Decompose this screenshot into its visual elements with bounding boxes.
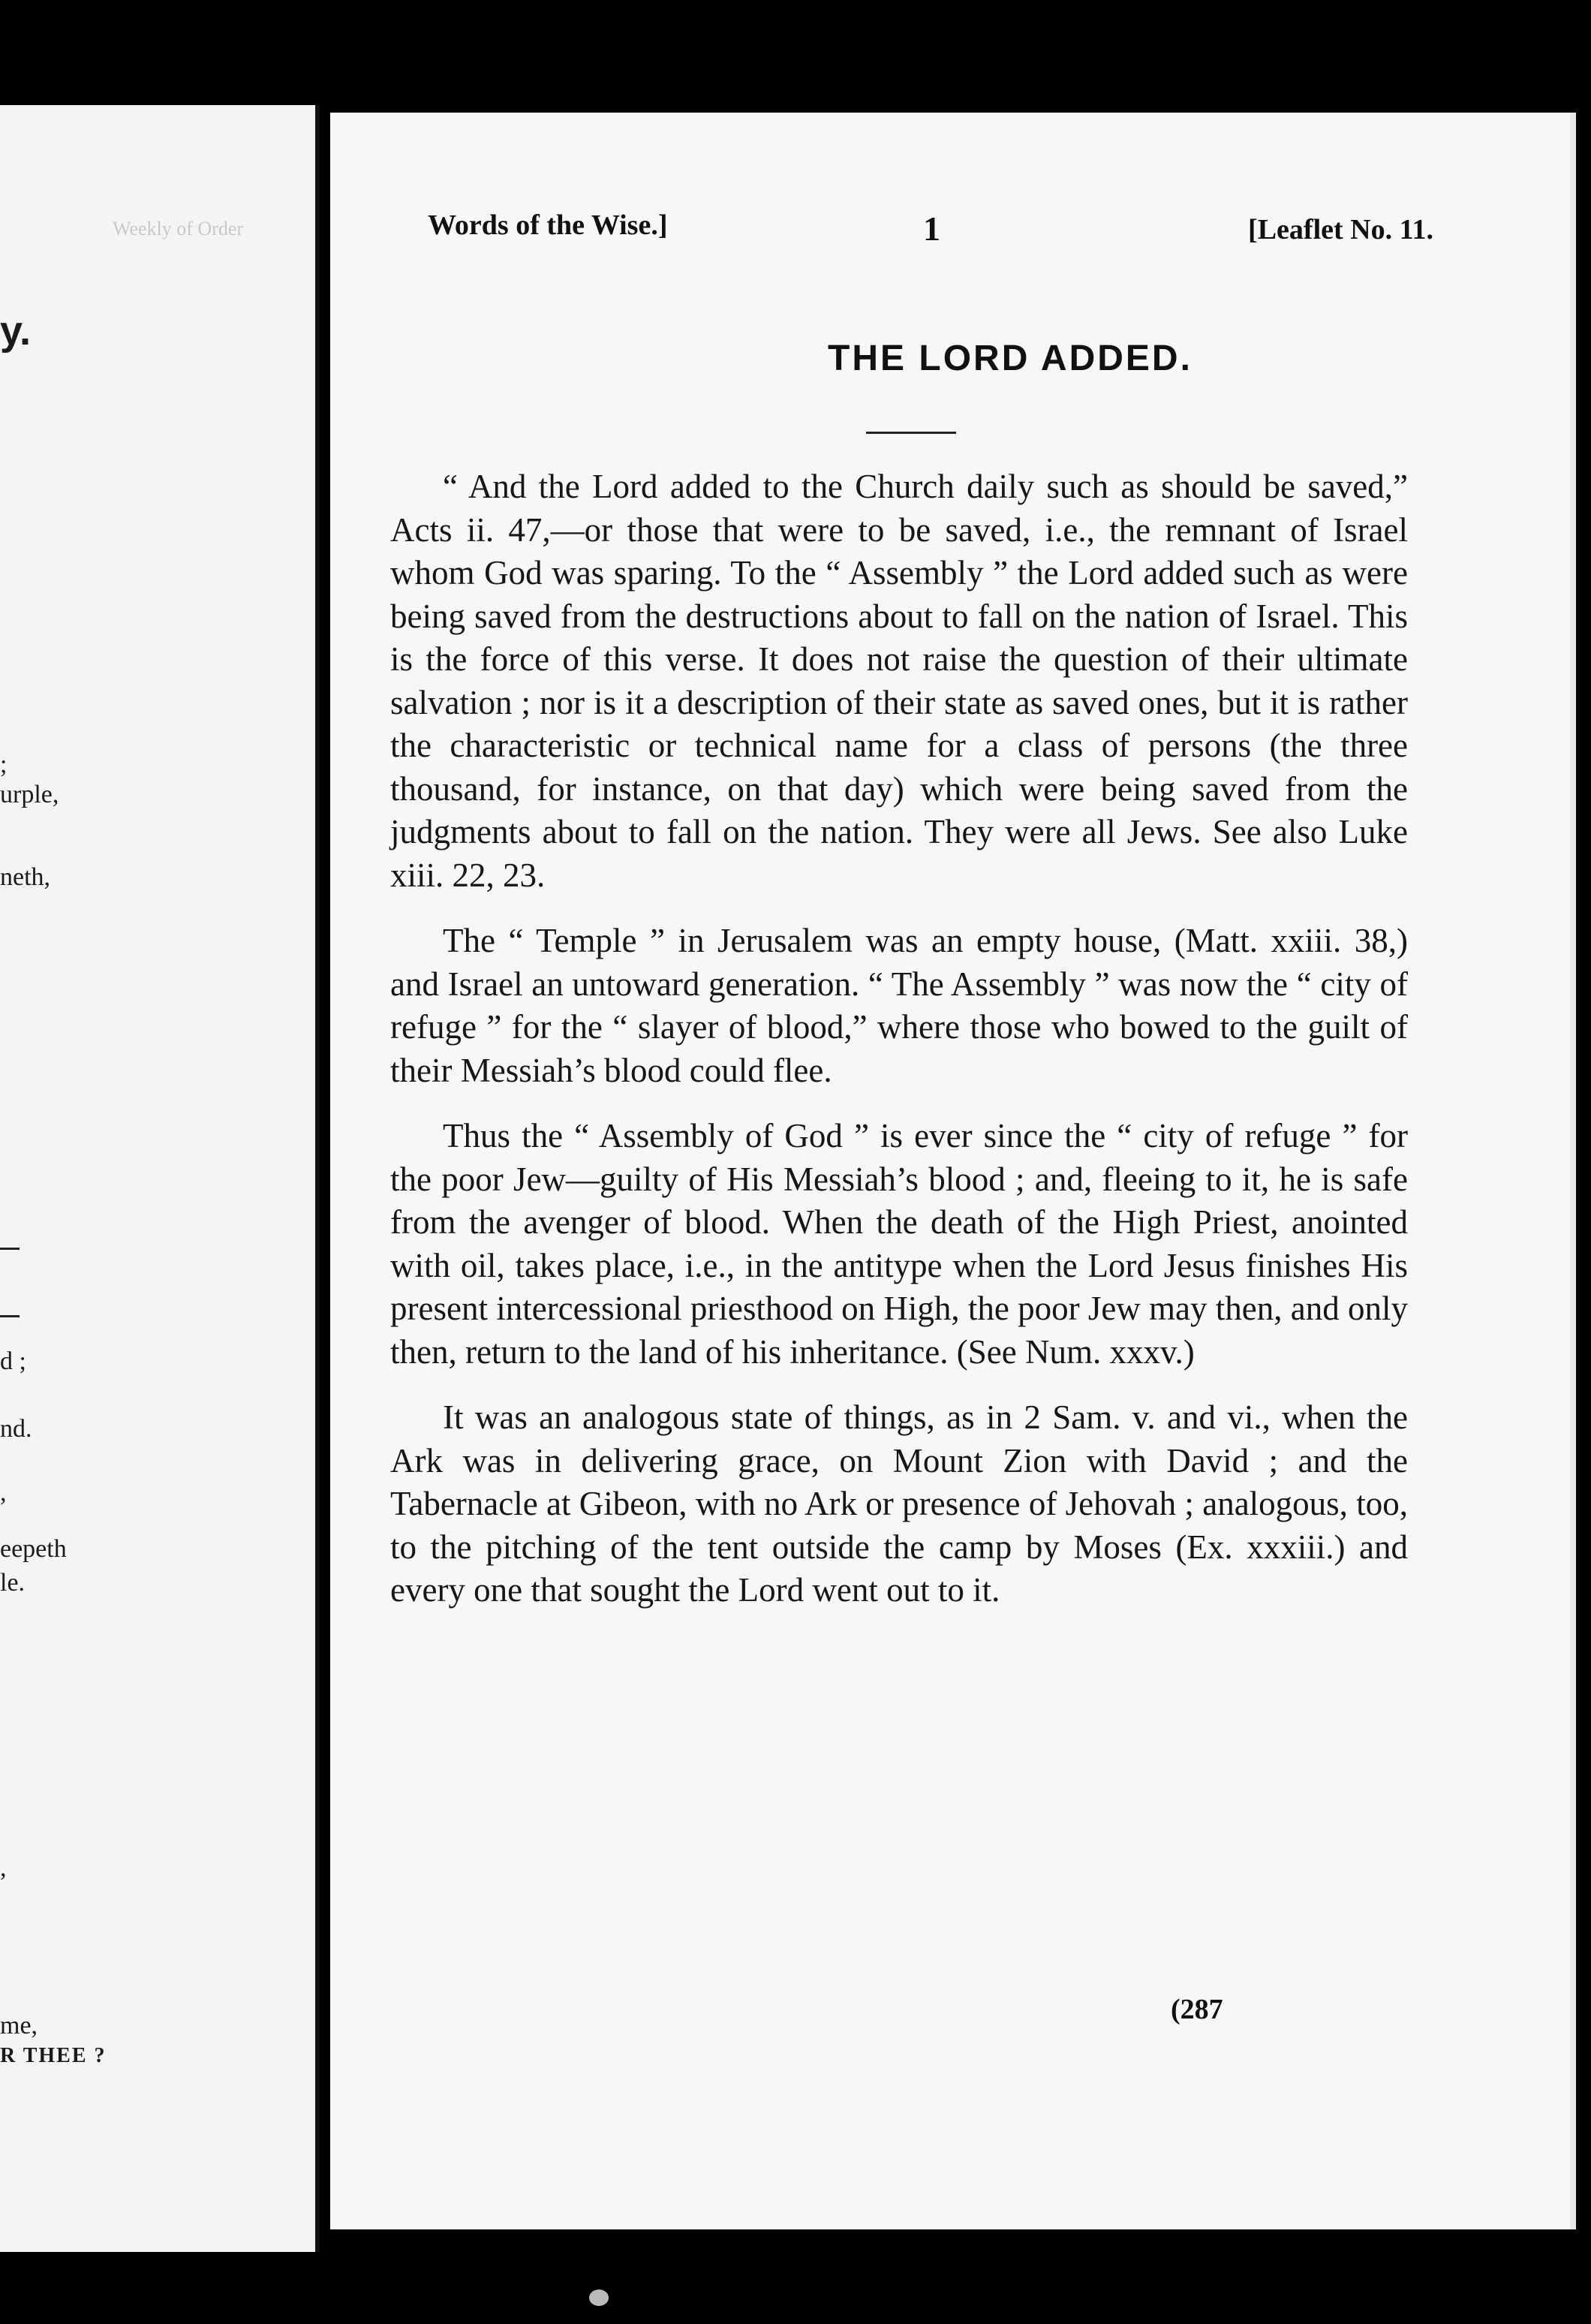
left-page-fragment bbox=[0, 105, 320, 2252]
left-page-fragment-text: , bbox=[0, 1854, 7, 1882]
left-page-fragment-text: R THEE ? bbox=[0, 2044, 107, 2067]
page-title: THE LORD ADDED. bbox=[828, 339, 1192, 378]
left-page-fragment-text: , bbox=[0, 1479, 7, 1507]
paragraph: The “ Temple ” in Jerusalem was an empty house, (Matt. xxiii. 38,) and Israel an untoward generation. “ The Assembly ” was now the “ city of refuge ” for the “ slayer of blood,” where those who bowed to the guilt of their Messiah’s blood could flee. bbox=[390, 922, 1408, 1089]
paragraph: It was an analogous state of things, as in 2 Sam. v. and vi., when the Ark was in delivering grace, on Mount Zion with David ; and the Tabernacle at Gibeon, with no Ark or presence of Jehovah ; analogous, too, to the pitching of the tent outside the camp by Moses (Ex. xxxiii.) and every one that sought the Lord went out to it. bbox=[390, 1398, 1408, 1609]
leaflet-page bbox=[330, 113, 1570, 2229]
header-left: Words of the Wise.] bbox=[428, 209, 668, 241]
page-number: (287 bbox=[1171, 1994, 1223, 2025]
paragraph: “ And the Lord added to the Church daily such as should be saved,” Acts ii. 47,—or those that were to be saved, i.e., the remnant of Israel whom God was sparing. To the “ Assembly ” the Lord added such as were being saved from the destructions about to fall on the nation of Israel. This is the force of this verse. It does not raise the question of their ultimate salvation ; nor is it a description of their state as saved ones, but it is rather the characteristic or technical name for a class of persons (the three thousand, for instance, on that day) which were being saved from the judgments about to fall on the nation. They were all Jews. See also Luke xiii. 22, 23. bbox=[390, 468, 1408, 894]
header-page-number: 1 bbox=[923, 209, 940, 248]
title-rule bbox=[866, 432, 956, 434]
left-page-faint-header: Weekly of Order bbox=[113, 218, 244, 239]
left-page-fragment-text: nd. bbox=[0, 1415, 32, 1443]
header-right: [Leaflet No. 11. bbox=[1248, 214, 1433, 245]
left-page-fragment-text: neth, bbox=[0, 863, 51, 891]
paragraph: Thus the “ Assembly of God ” is ever since the “ city of refuge ” for the poor Jew—guilty of His Messiah’s blood ; and, fleeing to it, he is safe from the avenger of blood. When the death of the High Priest, anointed with oil, takes place, i.e., in the antitype when the Lord Jesus finishes His present intercessional priesthood on High, the poor Jew may then, and only then, return to the land of his inheritance. (See Num. xxxv.) bbox=[390, 1117, 1408, 1371]
left-page-fragment-text: eepeth bbox=[0, 1535, 67, 1563]
left-page-fragment-text: d ; bbox=[0, 1347, 26, 1375]
left-page-fragment-text: ; bbox=[0, 751, 8, 778]
left-page-fragment-text: y. bbox=[0, 309, 32, 354]
body-text bbox=[390, 465, 1408, 1635]
left-page-fragment-text: me, bbox=[0, 2012, 38, 2040]
left-page-fragment-text: le. bbox=[0, 1569, 26, 1597]
left-page-rule bbox=[0, 1248, 20, 1250]
scan-speck bbox=[589, 2289, 609, 2306]
left-page-fragment-text: urple, bbox=[0, 781, 59, 808]
left-page-rule bbox=[0, 1315, 20, 1317]
